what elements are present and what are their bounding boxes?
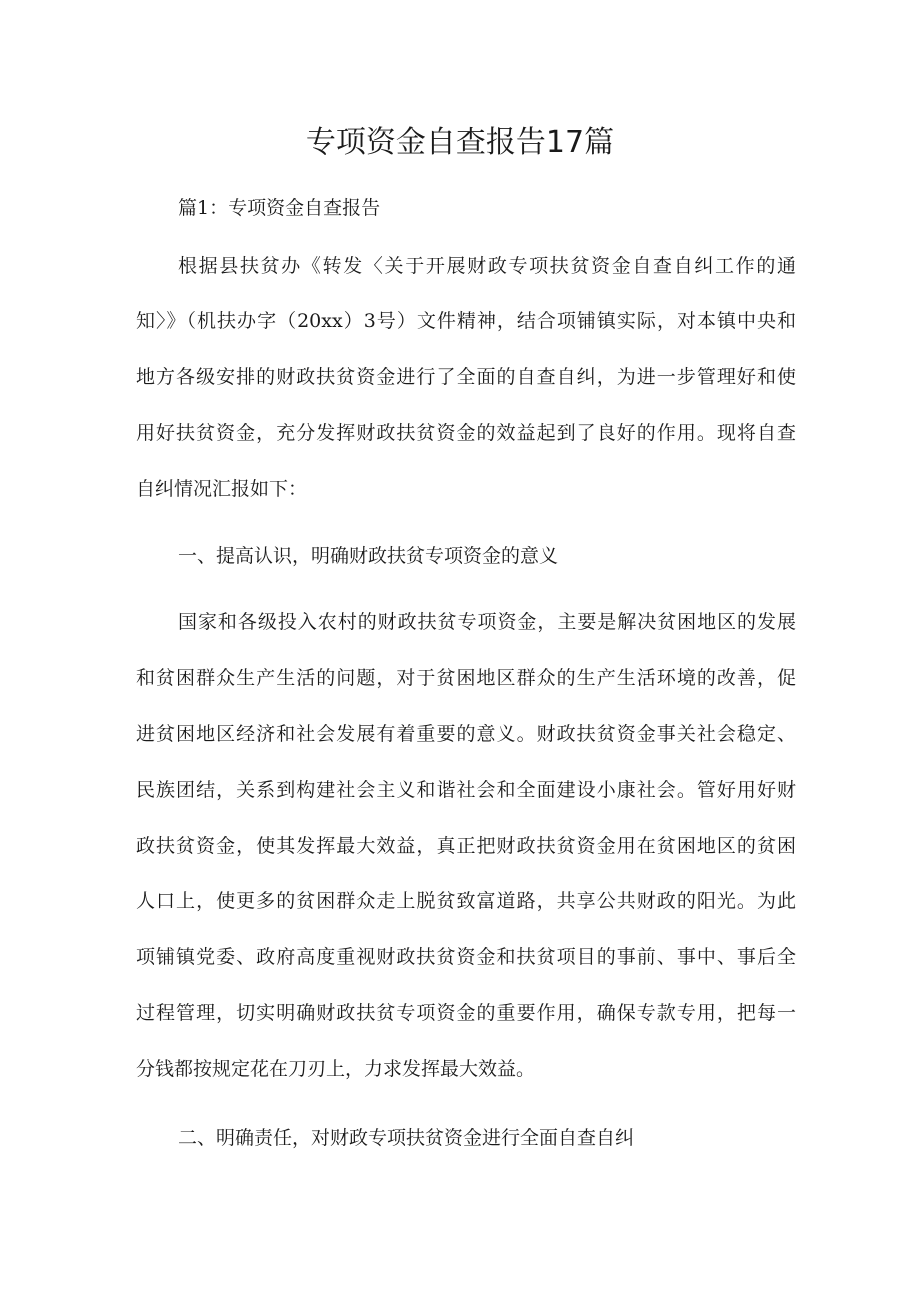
point1-line-7: 项铺镇党委、政府高度重视财政扶贫资金和扶贫项目的事前、事中、事后全: [136, 946, 796, 968]
point1-line-1: 国家和各级投入农村的财政扶贫专项资金，主要是解决贫困地区的发展: [178, 611, 796, 633]
point1-line-4: 民族团结，关系到构建社会主义和谐社会和全面建设小康社会。管好用好财: [136, 779, 796, 801]
point1-line-6: 人口上，使更多的贫困群众走上脱贫致富道路，共享公共财政的阳光。为此: [136, 890, 796, 912]
point2-heading: 二、明确责任，对财政专项扶贫资金进行全面自查自纠: [178, 1127, 635, 1149]
section-heading: 篇1：专项资金自查报告: [178, 197, 381, 219]
intro-line-1: 根据县扶贫办《转发〈关于开展财政专项扶贫资金自查自纠工作的通: [178, 255, 796, 277]
intro-line-5: 自纠情况汇报如下：: [136, 478, 308, 500]
point1-line-9: 分钱都按规定花在刀刃上，力求发挥最大效益。: [136, 1058, 536, 1080]
point1-line-2: 和贫困群众生产生活的问题，对于贫困地区群众的生产生活环境的改善，促: [136, 667, 796, 689]
intro-line-2: 知〉》（机扶办字（20xx）3号）文件精神，结合项铺镇实际，对本镇中央和: [136, 310, 796, 332]
intro-line-4: 用好扶贫资金，充分发挥财政扶贫资金的效益起到了良好的作用。现将自查: [136, 422, 796, 444]
point1-line-8: 过程管理，切实明确财政扶贫专项资金的重要作用，确保专款专用，把每一: [136, 1002, 796, 1024]
point1-heading: 一、提高认识，明确财政扶贫专项资金的意义: [178, 545, 559, 567]
point1-line-5: 政扶贫资金，使其发挥最大效益，真正把财政扶贫资金用在贫困地区的贫困: [136, 835, 796, 857]
document-title: 专项资金自查报告17篇: [305, 125, 615, 160]
intro-line-3: 地方各级安排的财政扶贫资金进行了全面的自查自纠，为进一步管理好和使: [136, 366, 796, 388]
point1-line-3: 进贫困地区经济和社会发展有着重要的意义。财政扶贫资金事关社会稳定、: [136, 723, 796, 745]
